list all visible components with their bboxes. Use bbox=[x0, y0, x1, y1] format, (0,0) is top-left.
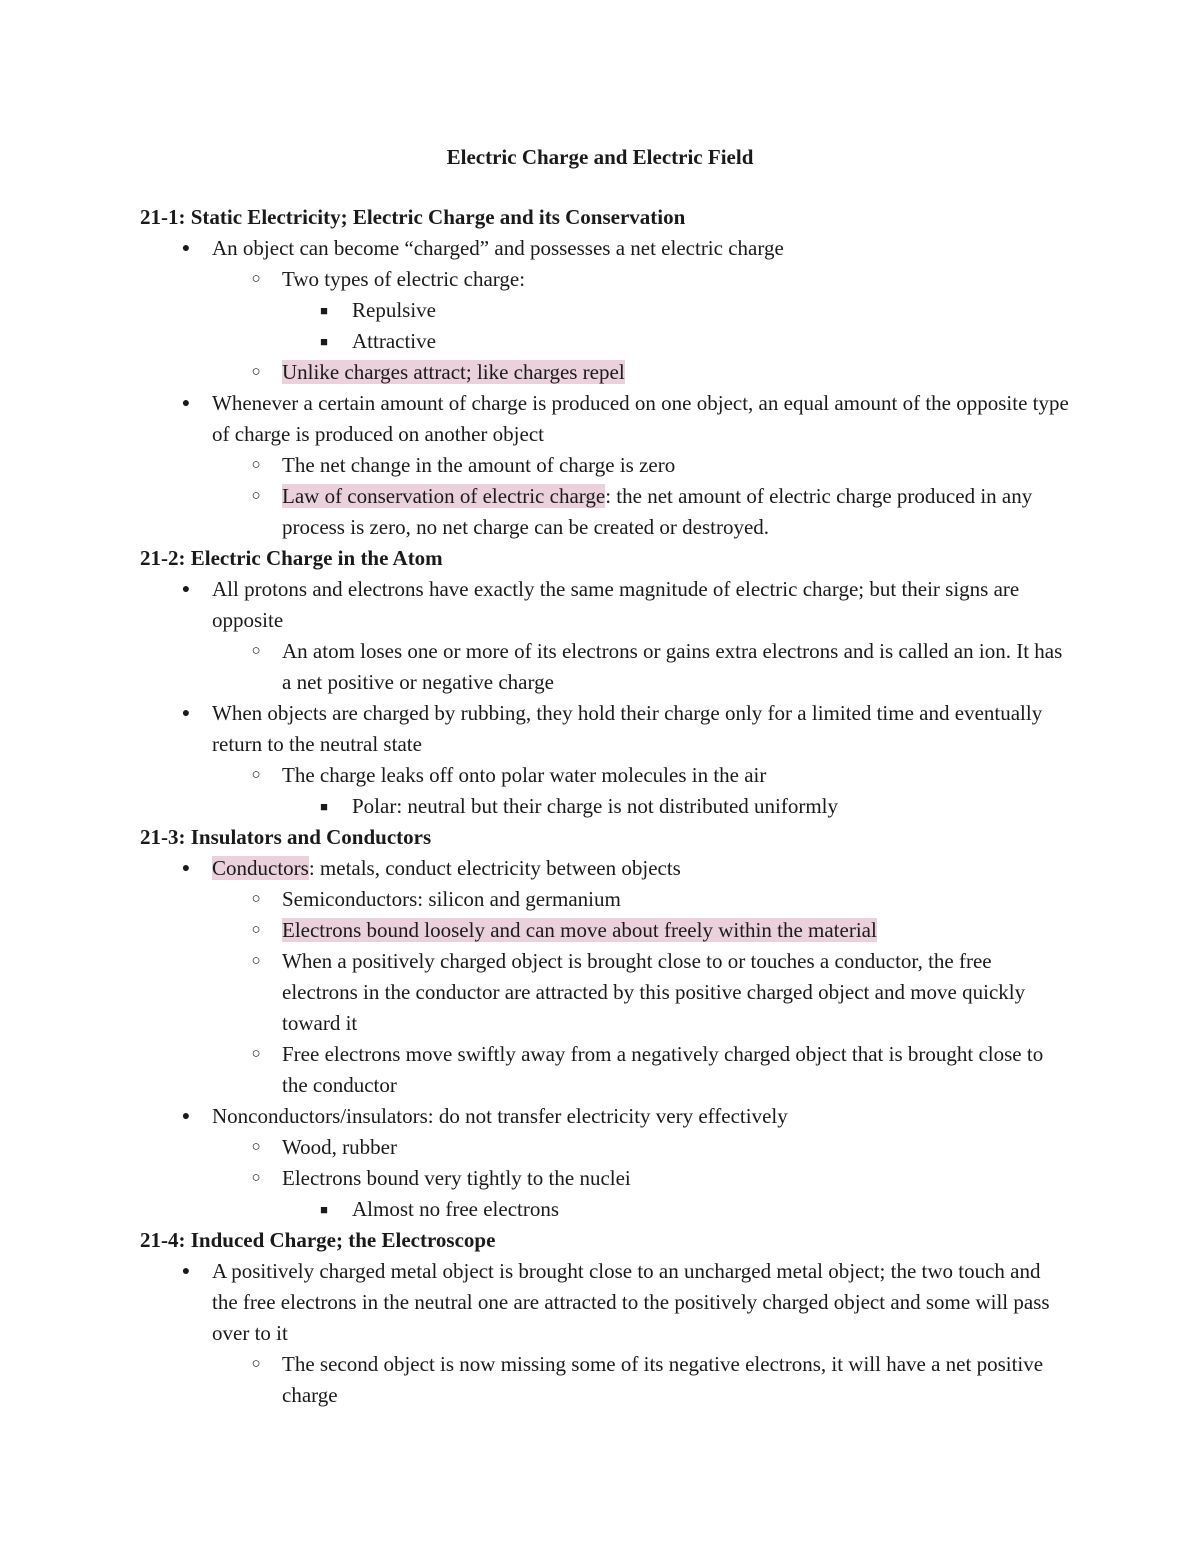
item-text: Polar: neutral but their charge is not distributed uniformly bbox=[352, 794, 839, 818]
list-item bbox=[140, 264, 1070, 295]
item-text: An object can become “charged” and possesses a net electric charge bbox=[212, 236, 784, 260]
list-item bbox=[140, 1256, 1070, 1349]
list-item bbox=[140, 481, 1070, 543]
section-heading: 21-2: Electric Charge in the Atom bbox=[140, 546, 443, 570]
list-item bbox=[140, 636, 1070, 698]
square-bullet-icon: ■ bbox=[320, 303, 328, 318]
item-text: Two types of electric charge: bbox=[282, 267, 526, 291]
item-text: : metals, conduct electricity between objects bbox=[308, 856, 681, 880]
highlighted-text: Unlike charges attract; like charges repel bbox=[282, 360, 625, 384]
list-item bbox=[140, 791, 1070, 822]
item-text: An atom loses one or more of its electrons or gains extra electrons and is called an ion. It has a net positive or negative charge bbox=[282, 639, 1063, 694]
list-item bbox=[140, 884, 1070, 915]
item-text: : the net amount of electric charge produced in any process is zero, no net charge can be created or destroyed. bbox=[282, 484, 1033, 539]
list-item bbox=[140, 946, 1070, 1039]
highlighted-text: Conductors bbox=[212, 856, 309, 880]
highlighted-text: Electrons bound loosely and can move about freely within the material bbox=[282, 918, 877, 942]
item-text: Nonconductors/insulators: do not transfer electricity very effectively bbox=[212, 1104, 788, 1128]
item-text: The net change in the amount of charge is zero bbox=[282, 453, 676, 477]
item-text: Almost no free electrons bbox=[352, 1197, 560, 1221]
disc-bullet-icon: ● bbox=[181, 396, 191, 411]
item-text: When a positively charged object is brought close to or touches a conductor, the free electrons in the conductor are attracted by this positive charged object and move quickly toward it bbox=[282, 949, 1026, 1035]
circle-bullet-icon: ○ bbox=[251, 1046, 261, 1062]
item-text: Repulsive bbox=[352, 298, 436, 322]
item-text: Electrons bound very tightly to the nuclei bbox=[282, 1166, 631, 1190]
list-item bbox=[140, 574, 1070, 636]
disc-bullet-icon: ● bbox=[181, 706, 191, 721]
list-item bbox=[140, 1163, 1070, 1194]
item-text: Whenever a certain amount of charge is produced on one object, an equal amount of the opposite type of charge is produced on another object bbox=[212, 391, 1069, 446]
circle-bullet-icon: ○ bbox=[251, 1170, 261, 1186]
disc-bullet-icon: ● bbox=[181, 1109, 191, 1124]
disc-bullet-icon: ● bbox=[181, 1264, 191, 1279]
item-text: The second object is now missing some of its negative electrons, it will have a net positive charge bbox=[282, 1352, 1044, 1407]
document-body bbox=[140, 202, 1070, 1411]
item-text: All protons and electrons have exactly the same magnitude of electric charge; but their signs are opposite bbox=[212, 577, 1020, 632]
square-bullet-icon: ■ bbox=[320, 799, 328, 814]
circle-bullet-icon: ○ bbox=[251, 643, 261, 659]
item-text: The charge leaks off onto polar water molecules in the air bbox=[282, 763, 767, 787]
disc-bullet-icon: ● bbox=[181, 861, 191, 876]
list-item bbox=[140, 357, 1070, 388]
square-bullet-icon: ■ bbox=[320, 334, 328, 349]
list-item bbox=[140, 1039, 1070, 1101]
list-item bbox=[140, 233, 1070, 264]
document-title: Electric Charge and Electric Field bbox=[446, 145, 754, 169]
item-text: When objects are charged by rubbing, they hold their charge only for a limited time and eventually return to the neutral state bbox=[212, 701, 1043, 756]
list-item bbox=[140, 388, 1070, 450]
circle-bullet-icon: ○ bbox=[251, 767, 261, 783]
circle-bullet-icon: ○ bbox=[251, 364, 261, 380]
circle-bullet-icon: ○ bbox=[251, 922, 261, 938]
section-heading: 21-4: Induced Charge; the Electroscope bbox=[140, 1228, 496, 1252]
disc-bullet-icon: ● bbox=[181, 241, 191, 256]
list-item bbox=[140, 1101, 1070, 1132]
list-item bbox=[140, 698, 1070, 760]
list-item bbox=[140, 915, 1070, 946]
item-text: Attractive bbox=[352, 329, 436, 353]
circle-bullet-icon: ○ bbox=[251, 1139, 261, 1155]
item-text: A positively charged metal object is brought close to an uncharged metal object; the two touch and the free electrons in the neutral one are attracted to the positively charged object and some will pass over to it bbox=[212, 1259, 1050, 1345]
list-item bbox=[140, 853, 1070, 884]
section-heading: 21-3: Insulators and Conductors bbox=[140, 825, 432, 849]
item-text: Wood, rubber bbox=[282, 1135, 397, 1159]
list-item bbox=[140, 295, 1070, 326]
list-item bbox=[140, 1194, 1070, 1225]
item-text: Free electrons move swiftly away from a negatively charged object that is brought close to the conductor bbox=[282, 1042, 1044, 1097]
circle-bullet-icon: ○ bbox=[251, 1356, 261, 1372]
square-bullet-icon: ■ bbox=[320, 1202, 328, 1217]
list-item bbox=[140, 326, 1070, 357]
section-heading: 21-1: Static Electricity; Electric Charge and its Conservation bbox=[140, 205, 686, 229]
list-item bbox=[140, 1132, 1070, 1163]
disc-bullet-icon: ● bbox=[181, 582, 191, 597]
list-item bbox=[140, 1349, 1070, 1411]
circle-bullet-icon: ○ bbox=[251, 953, 261, 969]
list-item bbox=[140, 760, 1070, 791]
circle-bullet-icon: ○ bbox=[251, 271, 261, 287]
circle-bullet-icon: ○ bbox=[251, 891, 261, 907]
highlighted-text: Law of conservation of electric charge bbox=[282, 484, 606, 508]
circle-bullet-icon: ○ bbox=[251, 457, 261, 473]
list-item bbox=[140, 450, 1070, 481]
circle-bullet-icon: ○ bbox=[251, 488, 261, 504]
item-text: Semiconductors: silicon and germanium bbox=[282, 887, 621, 911]
